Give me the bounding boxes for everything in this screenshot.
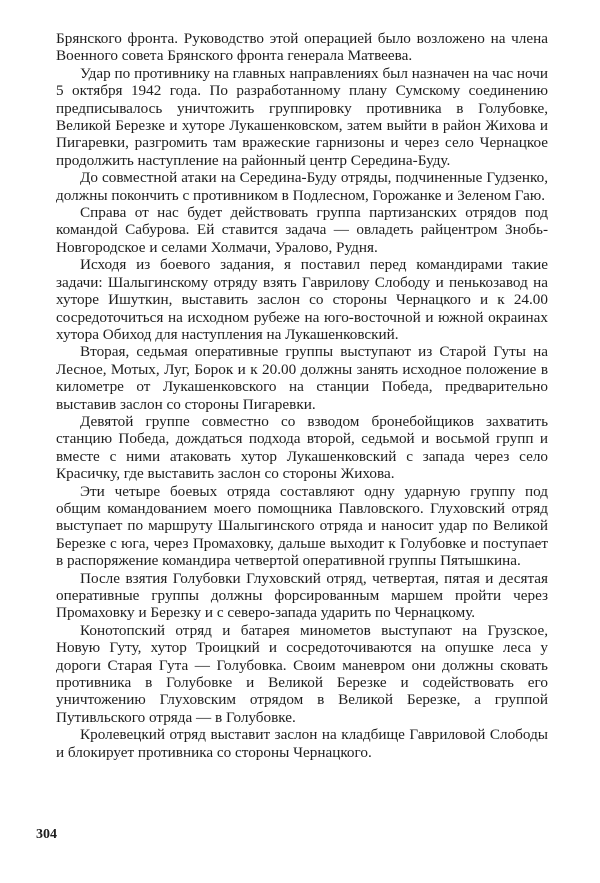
page-number: 304 — [36, 827, 57, 842]
document-page — [56, 30, 548, 761]
paragraph-4: Справа от нас будет действовать группа партизанских отрядов под командой Сабурова. Ей ставится задача — овладеть райцентром Знобь-Новгородское и селами Холмачи, Уралово, Рудня. — [56, 204, 548, 256]
paragraph-3: До совместной атаки на Середина-Буду отряды, подчиненные Гудзенко, должны покончить с противником в Подлесном, Горожанке и Зеленом Гаю. — [56, 169, 548, 204]
paragraph-8: Эти четыре боевых отряда составляют одну ударную группу под общим командованием моего помощника Павловского. Глуховский отряд выступает по маршруту Шалыгинского отряда и наносит удар по Великой Березке с юга, через Промаховку, дальше выходит к Голубовке и поступает в распоряжение командира четвертой оперативной группы Пятышкина. — [56, 482, 548, 570]
paragraph-1: Брянского фронта. Руководство этой операцией было возложено на члена Военного совета Брянского фронта генерала Матвеева. — [56, 30, 548, 65]
paragraph-5: Исходя из боевого задания, я поставил перед командирами такие задачи: Шалыгинскому отряду взять Гаврилову Слободу и пенькозавод на хуторе Ишуткин, выставить заслон со стороны Чернацкого и к 24.00 сосредоточиться на исходном рубеже на юго-восточной и южной окраинах хутора Обиход для наступления на Лукашенковский. — [56, 256, 548, 343]
paragraph-11: Кролевецкий отряд выставит заслон на кладбище Гавриловой Слободы и блокирует противника со стороны Чернацкого. — [56, 726, 548, 761]
paragraph-9: После взятия Голубовки Глуховский отряд, четвертая, пятая и десятая оперативные группы должны форсированным маршем пройти через Промаховку и Березку и с северо-запада ударить по Чернацкому. — [56, 569, 548, 622]
paragraph-6: Вторая, седьмая оперативные группы выступают из Старой Гуты на Лесное, Мотых, Луг, Борок и к 20.00 должны занять исходное положение в километре от Лукашенковского на станции Победа, предварительно выставив заслон со стороны Пигаревки. — [56, 343, 548, 413]
paragraph-7: Девятой группе совместно со взводом бронебойщиков захватить станцию Победа, дождаться подхода второй, седьмой и восьмой групп и вместе с ними атаковать хутор Лукашенковский с запада через село Красичку, где выставить заслон со стороны Жихова. — [56, 412, 548, 483]
paragraph-10: Конотопский отряд и батарея минометов выступают на Грузское, Новую Гуту, хутор Троицкий и сосредоточиваются на опушке леса у дороги Старая Гута — Голубовка. Своим маневром они должны сковать противника в Голубовке и Великой Березке и содействовать его уничтожению Глуховским отрядом в Великой Березке, а группой Путивльского отряда — в Голубовке. — [56, 621, 548, 726]
paragraph-2: Удар по противнику на главных направлениях был назначен на час ночи 5 октября 1942 года. По разработанному плану Сумскому соединению предписывалось уничтожить группировку противника в Голубовке, Великой Березке и хуторе Лукашенковском, затем выйти в район Жихова и Пигаревки, разгромить там вражеские гарнизоны и через село Чернацкое продолжить наступление на районный центр Середина-Буду. — [56, 64, 548, 169]
